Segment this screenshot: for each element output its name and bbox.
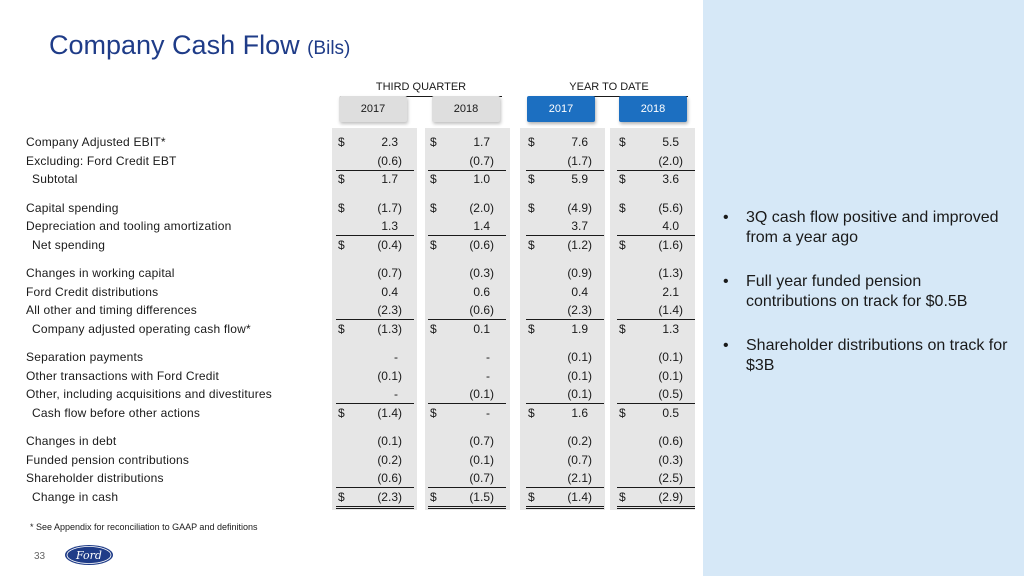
cell-value: 3.7 — [571, 219, 588, 233]
dollar-sign: $ — [528, 135, 535, 149]
cell-value: 1.7 — [473, 135, 490, 149]
cell-ytd-2018 — [617, 349, 695, 366]
cell-value: (0.1) — [658, 368, 683, 383]
cell-value: 7.6 — [571, 135, 588, 149]
dollar-sign: $ — [619, 489, 626, 504]
cell-value: (0.6) — [377, 153, 402, 168]
year-header-q3-2018: 2018 — [432, 96, 500, 122]
dollar-sign: $ — [430, 200, 437, 215]
cell-value: - — [486, 405, 490, 420]
cell-ytd-2018 — [617, 200, 695, 217]
row-label: Depreciation and tooling amortization — [26, 219, 232, 233]
title-unit: (Bils) — [307, 38, 351, 59]
cell-q3-2017 — [336, 237, 414, 254]
cell-ytd-2017 — [526, 134, 604, 151]
table-row — [0, 433, 703, 451]
page-number: 33 — [34, 551, 46, 562]
cell-value: (0.1) — [658, 350, 683, 364]
cell-q3-2018 — [428, 386, 506, 404]
dollar-sign: $ — [338, 200, 345, 215]
cell-ytd-2017 — [526, 489, 604, 509]
cell-value: 0.1 — [473, 321, 490, 336]
cell-value: 1.0 — [473, 172, 490, 186]
dollar-sign: $ — [619, 237, 626, 252]
cell-value: (2.9) — [658, 489, 683, 504]
cell-ytd-2017 — [526, 302, 604, 320]
bullet-text: Full year funded pension contributions on track for $0.5B — [746, 273, 968, 310]
row-label: Change in cash — [32, 489, 119, 504]
cell-value: 0.6 — [473, 284, 490, 299]
bullet-dot: • — [723, 273, 729, 290]
dollar-sign: $ — [528, 321, 535, 336]
cell-ytd-2018 — [617, 302, 695, 320]
bullet-item — [718, 336, 1008, 376]
cell-ytd-2018 — [617, 171, 695, 188]
cell-value: (2.5) — [658, 471, 683, 485]
dollar-sign: $ — [619, 405, 626, 420]
cell-value: (1.4) — [567, 489, 592, 504]
cell-ytd-2018 — [617, 368, 695, 385]
cell-q3-2017 — [336, 349, 414, 366]
cell-value: (2.3) — [377, 489, 402, 504]
dollar-sign: $ — [528, 237, 535, 252]
cell-value: 2.3 — [381, 135, 398, 149]
table-row — [0, 265, 703, 283]
cell-value: (0.2) — [377, 452, 402, 467]
cell-value: (2.3) — [567, 303, 592, 317]
cell-q3-2018 — [428, 470, 506, 488]
row-label: Cash flow before other actions — [32, 405, 201, 420]
cell-value: (0.1) — [377, 434, 402, 448]
dollar-sign: $ — [338, 321, 345, 336]
dollar-sign: $ — [528, 200, 535, 215]
cell-q3-2018 — [428, 433, 506, 450]
bullet-dot: • — [723, 337, 729, 354]
cell-ytd-2018 — [617, 452, 695, 469]
cell-value: (0.6) — [469, 303, 494, 317]
bullet-item — [718, 272, 1008, 312]
cell-value: (4.9) — [567, 200, 592, 215]
cell-value: 4.0 — [662, 219, 679, 233]
cell-value: - — [394, 387, 398, 401]
year-header-ytd-2018: 2018 — [619, 96, 687, 122]
table-row — [0, 153, 703, 171]
cell-value: 3.6 — [662, 172, 679, 186]
cell-ytd-2017 — [526, 200, 604, 217]
table-row — [0, 200, 703, 218]
cell-value: (0.7) — [567, 452, 592, 467]
cell-q3-2017 — [336, 218, 414, 236]
cell-ytd-2018 — [617, 265, 695, 282]
cell-q3-2017 — [336, 433, 414, 450]
table-row — [0, 349, 703, 367]
dollar-sign: $ — [430, 237, 437, 252]
cell-value: (0.1) — [567, 350, 592, 364]
cell-q3-2017 — [336, 321, 414, 338]
table-row — [0, 470, 703, 488]
group-third-quarter: THIRD QUARTER — [340, 80, 502, 97]
cell-value: (0.1) — [567, 387, 592, 401]
cell-value: 1.4 — [473, 219, 490, 233]
cell-q3-2018 — [428, 302, 506, 320]
cell-ytd-2018 — [617, 433, 695, 450]
cell-value: (0.7) — [377, 266, 402, 280]
dollar-sign: $ — [619, 321, 626, 336]
cell-q3-2017 — [336, 265, 414, 282]
row-label: Company Adjusted EBIT* — [26, 135, 166, 149]
cell-value: (1.6) — [658, 237, 683, 252]
cell-value: (0.7) — [469, 153, 494, 168]
cell-value: - — [486, 350, 490, 364]
cell-ytd-2018 — [617, 470, 695, 488]
cell-value: - — [394, 350, 398, 364]
row-label: Changes in debt — [26, 434, 117, 448]
table-row — [0, 452, 703, 470]
table-row — [0, 134, 703, 152]
cell-ytd-2018 — [617, 237, 695, 254]
cell-q3-2017 — [336, 470, 414, 488]
cell-value: (1.5) — [469, 489, 494, 504]
cell-value: (0.9) — [567, 266, 592, 280]
cell-q3-2017 — [336, 368, 414, 385]
cell-q3-2018 — [428, 284, 506, 301]
cell-ytd-2018 — [617, 321, 695, 338]
cell-value: (2.3) — [377, 303, 402, 317]
cell-ytd-2017 — [526, 368, 604, 385]
dollar-sign: $ — [430, 321, 437, 336]
cell-q3-2018 — [428, 489, 506, 509]
dollar-sign: $ — [528, 405, 535, 420]
cell-value: (1.3) — [377, 321, 402, 336]
footnote: * See Appendix for reconciliation to GAAP and definitions — [30, 522, 258, 532]
cell-q3-2017 — [336, 284, 414, 301]
row-label: Changes in working capital — [26, 266, 175, 280]
dollar-sign: $ — [338, 489, 345, 504]
cell-value: 1.7 — [381, 172, 398, 186]
bullet-dot: • — [723, 209, 729, 226]
cell-q3-2017 — [336, 489, 414, 509]
cell-ytd-2017 — [526, 171, 604, 188]
cell-value: (0.1) — [377, 368, 402, 383]
cell-value: (1.7) — [567, 153, 592, 168]
cell-value: (0.3) — [658, 452, 683, 467]
page-title — [49, 30, 350, 61]
cell-q3-2018 — [428, 349, 506, 366]
dollar-sign: $ — [430, 172, 437, 186]
dollar-sign: $ — [430, 405, 437, 420]
cell-value: (1.4) — [377, 405, 402, 420]
cell-value: (0.1) — [567, 368, 592, 383]
cell-value: 5.9 — [571, 172, 588, 186]
row-label: Net spending — [32, 237, 106, 252]
row-label: Shareholder distributions — [26, 471, 164, 485]
cell-value: (0.7) — [469, 434, 494, 448]
row-label: Excluding: Ford Credit EBT — [26, 153, 177, 168]
logo-text: Ford — [76, 549, 102, 562]
cell-ytd-2017 — [526, 153, 604, 171]
cell-value: 1.6 — [571, 405, 588, 420]
dollar-sign: $ — [619, 135, 626, 149]
cell-value: (0.6) — [377, 471, 402, 485]
row-label: Separation payments — [26, 350, 144, 364]
table-row — [0, 284, 703, 302]
cell-value: (0.4) — [377, 237, 402, 252]
cell-ytd-2017 — [526, 237, 604, 254]
cell-value: (5.6) — [658, 200, 683, 215]
row-label: Other, including acquisitions and divestitures — [26, 387, 273, 401]
year-header-ytd-2017: 2017 — [527, 96, 595, 122]
cell-q3-2018 — [428, 171, 506, 188]
row-label: All other and timing differences — [26, 303, 197, 317]
table-row — [0, 171, 703, 189]
cell-value: 1.9 — [571, 321, 588, 336]
cell-value: 0.4 — [381, 284, 398, 299]
cell-ytd-2017 — [526, 386, 604, 404]
cell-ytd-2017 — [526, 405, 604, 422]
row-label: Funded pension contributions — [26, 452, 190, 467]
cell-value: - — [486, 368, 490, 383]
cell-value: (0.3) — [469, 266, 494, 280]
cell-q3-2017 — [336, 134, 414, 151]
cell-ytd-2018 — [617, 134, 695, 151]
table-row — [0, 218, 703, 236]
cell-value: (0.1) — [469, 452, 494, 467]
dollar-sign: $ — [338, 237, 345, 252]
cell-q3-2017 — [336, 153, 414, 171]
dollar-sign: $ — [338, 172, 345, 186]
dollar-sign: $ — [528, 172, 535, 186]
cell-q3-2017 — [336, 452, 414, 469]
cell-q3-2018 — [428, 134, 506, 151]
cell-ytd-2018 — [617, 153, 695, 171]
cell-value: (0.2) — [567, 434, 592, 448]
cell-value: (0.6) — [469, 237, 494, 252]
cell-ytd-2018 — [617, 405, 695, 422]
table-row — [0, 302, 703, 320]
cell-value: (0.6) — [658, 434, 683, 448]
cell-value: (2.0) — [658, 153, 683, 168]
cell-q3-2017 — [336, 405, 414, 422]
cell-q3-2017 — [336, 386, 414, 404]
cell-value: (1.7) — [377, 200, 402, 215]
cell-value: 2.1 — [662, 284, 679, 299]
bullet-item — [718, 208, 1008, 248]
year-header-q3-2017: 2017 — [339, 96, 407, 122]
cell-ytd-2017 — [526, 265, 604, 282]
cell-q3-2018 — [428, 218, 506, 236]
dollar-sign: $ — [430, 489, 437, 504]
table-row — [0, 386, 703, 404]
cell-ytd-2018 — [617, 218, 695, 236]
cell-ytd-2017 — [526, 321, 604, 338]
cell-q3-2017 — [336, 171, 414, 188]
bullet-text: Shareholder distributions on track for $3B — [746, 337, 1008, 374]
cell-q3-2017 — [336, 302, 414, 320]
row-label: Capital spending — [26, 200, 119, 215]
cell-q3-2018 — [428, 452, 506, 469]
cell-value: 0.5 — [662, 405, 679, 420]
row-label: Company adjusted operating cash flow* — [32, 321, 251, 336]
cell-ytd-2017 — [526, 218, 604, 236]
cell-value: 5.5 — [662, 135, 679, 149]
ford-logo-icon — [64, 544, 114, 566]
table-row — [0, 405, 703, 423]
row-label: Subtotal — [32, 172, 78, 186]
cell-q3-2018 — [428, 265, 506, 282]
table-row — [0, 237, 703, 255]
cell-q3-2018 — [428, 237, 506, 254]
dollar-sign: $ — [619, 200, 626, 215]
cell-ytd-2017 — [526, 452, 604, 469]
cell-q3-2018 — [428, 200, 506, 217]
table-row — [0, 368, 703, 386]
cell-q3-2018 — [428, 368, 506, 385]
table-row — [0, 321, 703, 339]
dollar-sign: $ — [338, 405, 345, 420]
key-points — [718, 208, 1008, 400]
cell-ytd-2017 — [526, 470, 604, 488]
dollar-sign: $ — [430, 135, 437, 149]
group-year-to-date: YEAR TO DATE — [530, 80, 688, 97]
table-row — [0, 489, 703, 507]
cell-value: (0.1) — [469, 387, 494, 401]
dollar-sign: $ — [528, 489, 535, 504]
cell-ytd-2017 — [526, 349, 604, 366]
cell-value: 1.3 — [381, 219, 398, 233]
cell-value: (1.2) — [567, 237, 592, 252]
cell-value: 0.4 — [571, 284, 588, 299]
cell-value: 1.3 — [662, 321, 679, 336]
cell-ytd-2018 — [617, 284, 695, 301]
cell-value: (0.5) — [658, 387, 683, 401]
cell-q3-2018 — [428, 153, 506, 171]
cell-ytd-2017 — [526, 284, 604, 301]
cell-value: (1.4) — [658, 303, 683, 317]
cell-q3-2018 — [428, 405, 506, 422]
title-text: Company Cash Flow — [49, 30, 300, 60]
dollar-sign: $ — [619, 172, 626, 186]
dollar-sign: $ — [338, 135, 345, 149]
cell-q3-2017 — [336, 200, 414, 217]
cell-value: (0.7) — [469, 471, 494, 485]
cell-value: (1.3) — [658, 266, 683, 280]
row-label: Ford Credit distributions — [26, 284, 159, 299]
cell-ytd-2018 — [617, 489, 695, 509]
cell-ytd-2017 — [526, 433, 604, 450]
cell-value: (2.1) — [567, 471, 592, 485]
cell-ytd-2018 — [617, 386, 695, 404]
cell-q3-2018 — [428, 321, 506, 338]
cell-value: (2.0) — [469, 200, 494, 215]
bullet-text: 3Q cash flow positive and improved from a year ago — [746, 209, 999, 246]
row-label: Other transactions with Ford Credit — [26, 368, 220, 383]
